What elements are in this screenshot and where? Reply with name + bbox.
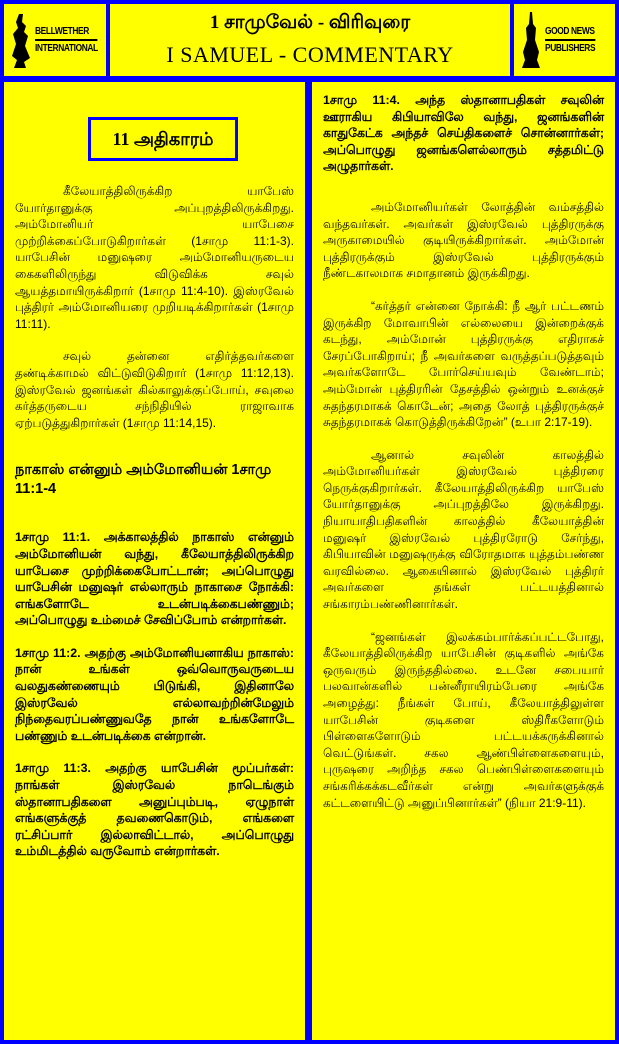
good-news-logo: GOOD NEWS PUBLISHERS bbox=[514, 4, 615, 76]
commentary-paragraph: அம்மோனியர்கள் லோத்தின் வம்சத்தில் வந்தவர்கள். அவர்கள் இஸ்ரவேல் புத்திரருக்கு அருகாமையில் குடியிருக்கிறார்கள். அம்மோன் புத்திரருக்கும் இஸ்ரவேல் புத்திரருக்கும் நீண்டகாலமாக சமாதானம் இருக்கிறது. bbox=[323, 199, 604, 281]
left-column bbox=[4, 82, 305, 1040]
verse-paragraph: 1சாமு 11:4. அந்த ஸ்தானாபதிகள் சவுலின் ஊராகிய கிபியாவிலே வந்து, ஜனங்களின் காதுகேட்க அந்தச் செய்திகளைச் சொன்னார்கள்; அப்பொழுது ஜனங்களெல்லாரும் சத்தமிட்டு அழுதார்கள். bbox=[323, 93, 604, 174]
commentary-paragraph: ஆனால் சவுலின் காலத்தில் அம்மோனியர்கள் இஸ்ரவேல் புத்திரரை நெருக்குகிறார்கள். கீலேயாத்திலிருக்கிற யாபேஸ் யோர்தானுக்கு அப்புறத்திலே இருக்கிறது. நியாயாதிபதிகளின் காலத்தில் கீலேயாத்தின் மனுஷர் இஸ்ரவேல் புத்திரரோடு சேர்ந்து, கிபியாவின் மனுஷருக்கு விரோதமாக யுத்தம்பண்ண வரவில்லை. ஆகையினால் இஸ்ரவேல் புத்திரர் அவர்களை தங்கள் பட்டயத்தினால் சங்காரம்பண்ணினார்கள். bbox=[323, 447, 604, 612]
right-column bbox=[312, 82, 615, 1040]
commentary-paragraph: “ஜனங்கள் இலக்கம்பார்க்கப்பட்டபோது, கீலேயாத்திலிருக்கிற யாபேசின் குடிகளில் அங்கே ஒருவரும் இருந்ததில்லை. உடனே சபையார் பலவான்களில் பன்னீராயிரம்பேரை அங்கே அழைத்து: நீங்கள் போய், கீலேயாத்திலுள்ள யாபேசின் குடிகளை ஸ்திரீகளோடும் பிள்ளைகளோடும் பட்டயக்கருக்கினால் வெட்டுங்கள். சகல ஆண்பிள்ளைகளையும், புருஷரை அறிந்த சகல பெண்பிள்ளைகளையும் சங்கரிக்கக்கடவீர்கள் என்று அவர்களுக்குக் கட்டளையிட்டு அனுப்பினார்கள்” (நியா 21:9-11). bbox=[323, 629, 604, 810]
title-tamil: 1 சாமுவேல் - விரிவுரை bbox=[209, 12, 411, 33]
summary-paragraph: சவுல் தன்னை எதிர்த்தவர்களை தண்டிக்காமல் விட்டுவிடுகிறார் (1சாமு 11:12,13). இஸ்ரவேல் ஜனங்கள் கில்காலுக்குப்போய், சவுலை கர்த்தருடைய சந்நிதியில் ராஜாவாக ஏற்படுத்துகிறார்கள் (1சாமு 11:14,15). bbox=[15, 349, 294, 430]
verse-paragraph: 1சாமு 11:2. அதற்கு அம்மோனியனாகிய நாகாஸ்: நான் உங்கள் ஒவ்வொருவருடைய வலதுகண்ணையும் பிடுங்கி, இதினாலே இஸ்ரவேல் எல்லாவற்றின்மேலும் நிந்தைவரப்பண்ணுவதே நான் உங்களோடே பண்ணும் உடன்படிக்கை என்றான். bbox=[15, 645, 294, 743]
bellwether-ram-icon bbox=[10, 12, 32, 68]
commentary-paragraph: “கர்த்தர் என்னை நோக்கி: நீ ஆர் பட்டணம் இருக்கிற மோவாபின் எல்லையை இன்றைக்குக் கடந்து, அம்மோன் புத்திரருக்கு எதிராகச் சேரப்போகிறாய்; நீ அவர்களை வருத்தப்படுத்தவும் அவர்களோடே போர்செய்யவும் வேண்டாம்; அம்மோன் புத்திரரின் தேசத்தில் ஒன்றும் உனக்குச் சுதந்தரமாகக் கொடேன்; அதை லோத் புத்திரருக்குச் சுதந்தரமாகக் கொடுத்திருக்கிறேன்” (உபா 2:17-19). bbox=[323, 298, 604, 430]
verse-paragraph: 1சாமு 11:3. அதற்கு யாபேசின் மூப்பர்கள்: நாங்கள் இஸ்ரவேல் நாடெங்கும் ஸ்தானாபதிகளை அனுப்பும்படி, ஏழுநாள் எங்களுக்குத் தவணைகொடும், எங்களை ரட்சிப்பார் இல்லாவிட்டால், அப்பொழுது உம்மிடத்தில் வருவோம் என்றார்கள். bbox=[15, 761, 294, 859]
summary-paragraph: கீலேயாத்திலிருக்கிற யாபேஸ் யோர்தானுக்கு அப்புறத்திலிருக்கிறது. அம்மோனியர் யாபேசை முற்றிக்கைப்போடுகிறார்கள் (1சாமு 11:1-3). யாபேசின் மனுஷரை அம்மோனியருடைய கைகளிலிருந்து விடுவிக்க சவுல் ஆயத்தமாயிருக்கிறார் (1சாமு 11:4-10). இஸ்ரவேல் புத்திரர் அம்மோனியரை முறியடிக்கிறார்கள் (1சாமு 11:11). bbox=[15, 184, 294, 331]
bellwether-logo: BELLWETHER INTERNATIONAL bbox=[4, 4, 106, 76]
good-news-tower-icon bbox=[520, 12, 542, 68]
section-heading: நாகாஸ் என்னும் அம்மோனியன் 1சாமு 11:1-4 bbox=[15, 462, 272, 498]
verse-paragraph: 1சாமு 11:1. அக்காலத்தில் நாகாஸ் என்னும் அம்மோனியன் வந்து, கீலேயாத்திலிருக்கிற யாபேசை முற்றிக்கைபோட்டான்; அப்பொழுது யாபேசின் மனுஷர் எல்லாரும் நாகாசை நோக்கி: எங்களோடே உடன்படிக்கைபண்ணும்; அப்பொழுது உம்மைச் சேவிப்போம் என்றார்கள். bbox=[15, 530, 294, 628]
page-header bbox=[110, 4, 510, 76]
title-english: I SAMUEL - COMMENTARY bbox=[166, 42, 454, 67]
chapter-title: 11 அதிகாரம் bbox=[88, 117, 238, 161]
